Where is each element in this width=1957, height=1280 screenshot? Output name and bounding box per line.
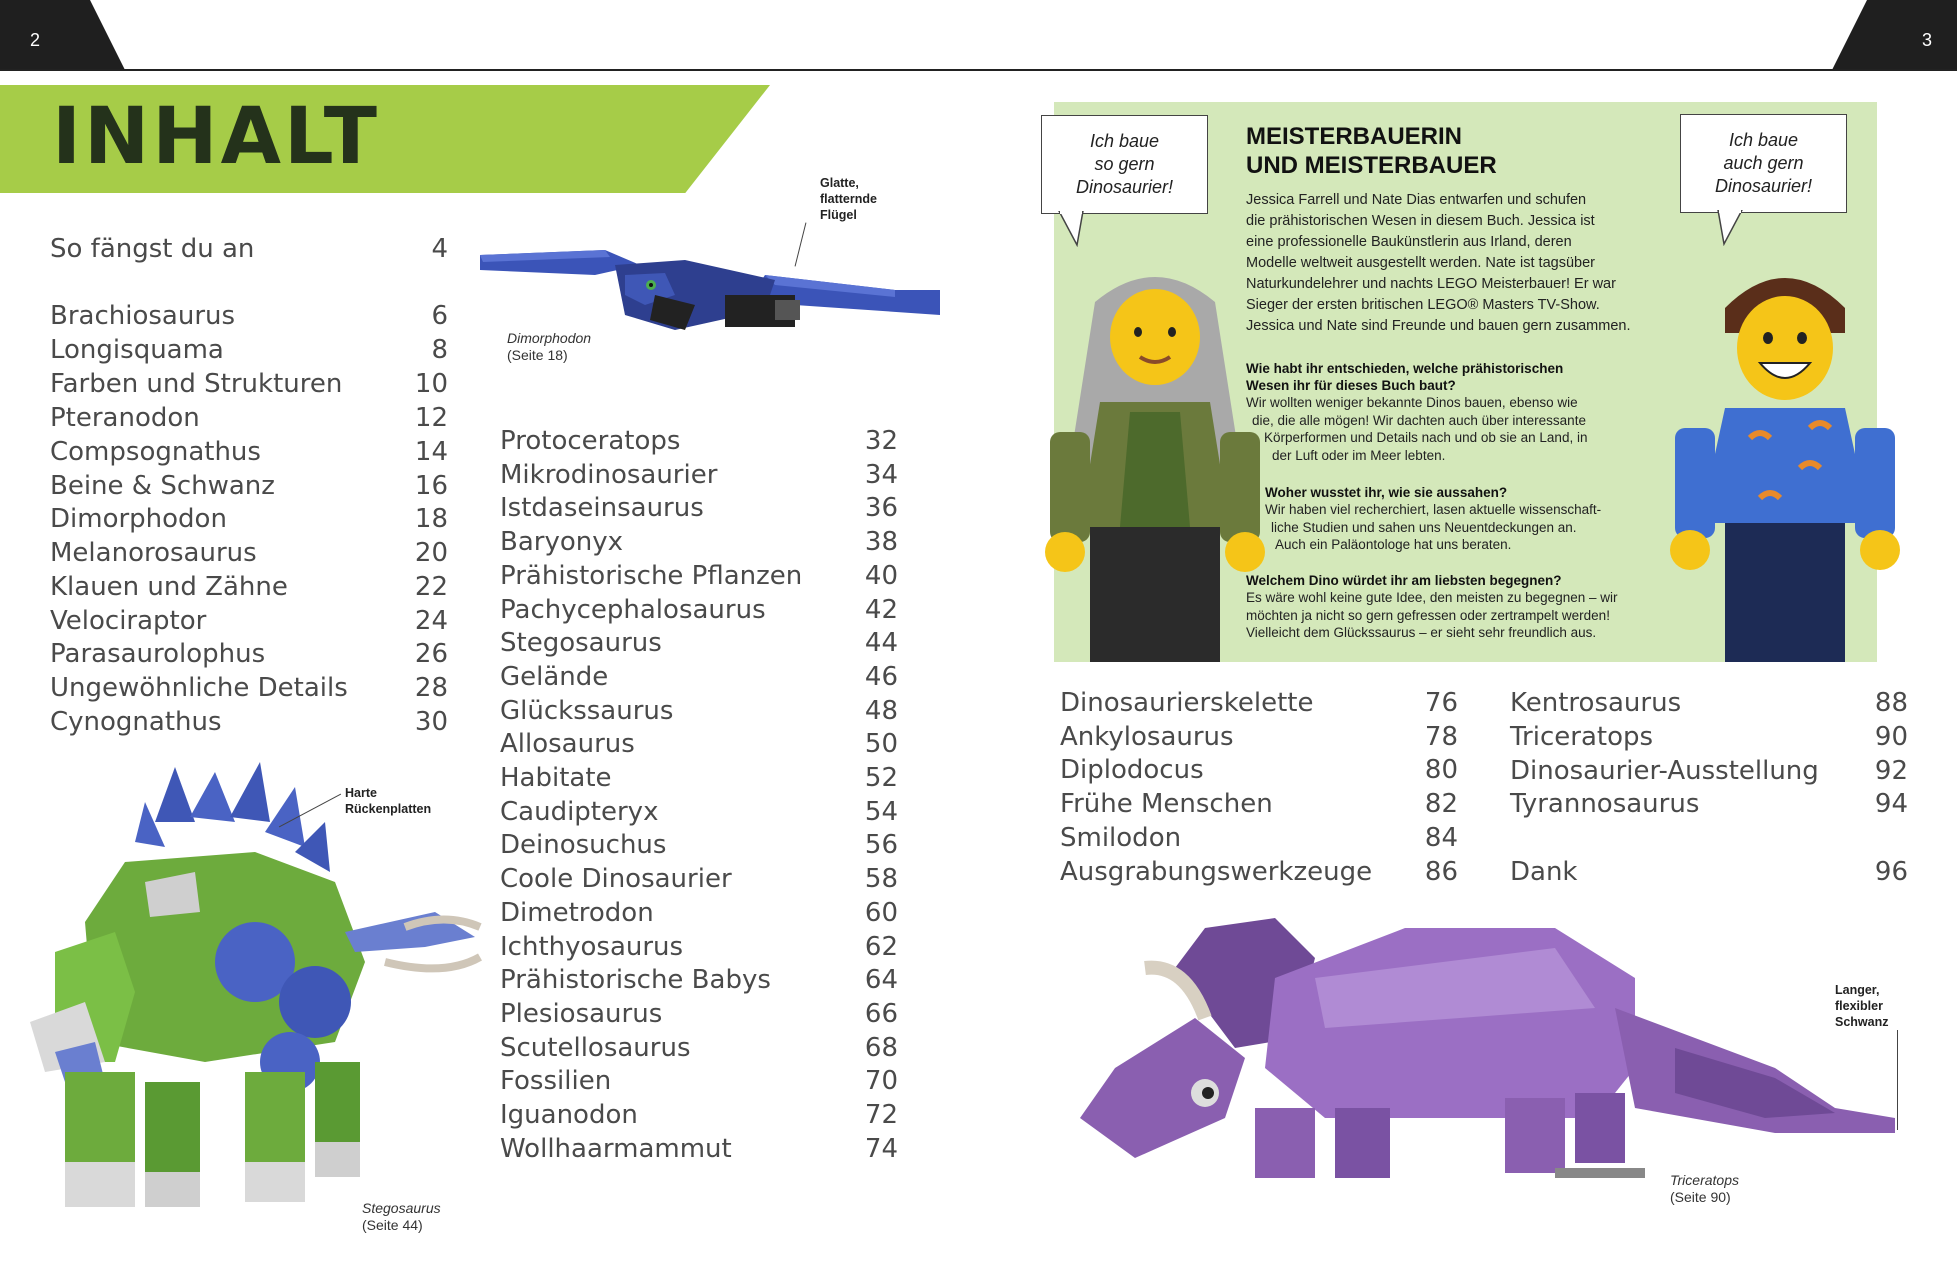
toc-entry-title: Ungewöhnliche Details (50, 673, 348, 703)
interview-question-line: Wesen ihr für dieses Buch baut? (1246, 378, 1456, 393)
toc-entry-page: 6 (431, 301, 448, 331)
toc-entry-page: 40 (864, 560, 898, 591)
toc-entry (50, 707, 448, 741)
toc-entry (1060, 789, 1458, 823)
toc-entry (500, 864, 898, 898)
interview-answer-line: Es wäre wohl keine gute Idee, den meisten zu begegnen – wir (1246, 590, 1618, 605)
toc-entry (1060, 823, 1458, 857)
interview-answer-line: Wir wollten weniger bekannte Dinos bauen, ebenso wie (1246, 395, 1578, 410)
callout-line: flexibler (1835, 999, 1883, 1013)
toc-entry-title: Baryonyx (500, 527, 624, 558)
nate-minifigure-image (1660, 258, 1910, 662)
toc-column-4 (1510, 688, 1908, 908)
interview-answer-line: möchten ja nicht so gern gefressen oder zertrampelt werden! (1246, 607, 1610, 623)
toc-entry-page: 86 (1424, 856, 1458, 887)
intro-line: Sieger der ersten britischen LEGO® Masters TV-Show. (1246, 297, 1600, 313)
triceratops-caption-page: (Seite 90) (1670, 1189, 1731, 1205)
toc-entry (500, 527, 898, 561)
toc-entry-page: 84 (1424, 822, 1458, 853)
stegosaurus-callout (345, 785, 431, 817)
intro-line: Modelle weltweit ausgestellt werden. Nate ist tagsüber (1246, 255, 1595, 271)
toc-entry-page: 8 (431, 335, 448, 365)
toc-entry-page: 20 (414, 538, 448, 568)
toc-entry-page: 38 (864, 527, 898, 558)
speech-bubble-right (1680, 114, 1847, 213)
toc-entry (50, 335, 448, 369)
interview-intro (1246, 190, 1630, 337)
toc-entry-title: Istdaseinsaurus (500, 493, 704, 524)
toc-entry-page: 76 (1424, 688, 1458, 718)
interview-question-line: Woher wusstet ihr, wie sie aussahen? (1265, 485, 1508, 500)
toc-entry-title: Melanorosaurus (50, 538, 257, 568)
triceratops-caption (1670, 1172, 1739, 1206)
toc-entry (500, 729, 898, 763)
toc-entry-page: 18 (414, 504, 448, 534)
interview-qa-3 (1246, 572, 1617, 642)
toc-entry (50, 369, 448, 403)
toc-entry-page: 58 (864, 864, 898, 895)
toc-entry-page: 52 (864, 763, 898, 793)
toc-entry-title: Beine & Schwanz (50, 471, 275, 501)
toc-entry-page: 94 (1874, 789, 1908, 819)
toc-entry (50, 301, 448, 335)
interview-title-line1: MEISTERBAUERIN (1246, 123, 1463, 150)
toc-entry-page: 46 (864, 661, 898, 692)
toc-entry-page: 74 (864, 1133, 898, 1164)
toc-entry-title: Parasaurolophus (50, 639, 266, 669)
toc-entry (500, 797, 898, 831)
callout-line: Harte (345, 786, 377, 800)
toc-entry-page: 42 (864, 594, 898, 625)
toc-entry (500, 1066, 898, 1100)
toc-entry-title: Wollhaarmammut (500, 1133, 732, 1164)
interview-answer-line: der Luft oder im Meer lebten. (1272, 447, 1446, 463)
toc-entry-title: Coole Dinosaurier (500, 864, 732, 895)
toc-entry-title: Plesiosaurus (500, 998, 663, 1029)
toc-entry-page: 4 (431, 234, 448, 264)
toc-entry (1060, 688, 1458, 722)
toc-entry (500, 426, 898, 460)
toc-entry (50, 504, 448, 538)
dimorphodon-callout (820, 175, 877, 223)
toc-entry-title: Velociraptor (50, 606, 207, 636)
toc-entry-page: 92 (1874, 756, 1908, 786)
toc-entry (500, 830, 898, 864)
toc-entry-page: 60 (864, 897, 898, 928)
interview-title (1246, 122, 1497, 180)
toc-entry-title: Cynognathus (50, 707, 222, 737)
toc-entry-page: 12 (414, 403, 448, 433)
toc-entry (500, 628, 898, 662)
page-tab-left (0, 0, 125, 70)
toc-entry-title: Klauen und Zähne (50, 572, 288, 602)
intro-line: die prähistorischen Wesen in diesem Buch. Jessica ist (1246, 213, 1595, 229)
toc-entry-title: Dinosaurier-Ausstellung (1510, 756, 1819, 786)
stegosaurus-caption-page: (Seite 44) (362, 1217, 423, 1233)
toc-entry-title: Diplodocus (1060, 755, 1204, 786)
toc-entry (500, 932, 898, 966)
toc-entry-title: Fossilien (500, 1066, 612, 1097)
toc-column-3 (1060, 688, 1458, 908)
interview-title-line2: UND MEISTERBAUER (1246, 152, 1497, 179)
dimorphodon-caption (507, 330, 591, 364)
toc-entry-page: 72 (864, 1100, 898, 1130)
toc-entry-title: Compsognathus (50, 437, 261, 467)
speech-bubble-right-tail (1712, 210, 1752, 246)
toc-entry (500, 460, 898, 494)
toc-entry-page: 36 (864, 493, 898, 524)
toc-entry-title: Brachiosaurus (50, 301, 236, 331)
dimorphodon-caption-page: (Seite 18) (507, 347, 568, 363)
page-number-right: 3 (1921, 30, 1932, 50)
toc-entry (500, 999, 898, 1033)
interview-question-line: Wie habt ihr entschieden, welche prähistorischen (1246, 361, 1564, 376)
stegosaurus-caption-name: Stegosaurus (362, 1200, 441, 1216)
interview-qa-2 (1265, 484, 1601, 554)
triceratops-model-image (1075, 918, 1905, 1178)
toc-entry-title: Pachycephalosaurus (500, 594, 766, 625)
interview-answer-line: Auch ein Paläontologe hat uns beraten. (1275, 537, 1512, 552)
toc-entry (50, 403, 448, 437)
toc-entry-page: 96 (1874, 857, 1908, 887)
toc-entry (1060, 755, 1458, 789)
toc-entry-page: 78 (1424, 721, 1458, 752)
interview-answer-line: liche Studien und sahen uns Neuentdeckungen an. (1271, 519, 1577, 535)
intro-line: Jessica Farrell und Nate Dias entwarfen und schufen (1246, 192, 1587, 208)
toc-entry-page: 64 (864, 965, 898, 996)
jessica-minifigure-image (1030, 262, 1280, 662)
toc-entry (500, 1033, 898, 1067)
bubble-line: Dinosaurier! (1075, 177, 1174, 197)
toc-entry (500, 898, 898, 932)
intro-line: Naturkundelehrer und nachts LEGO Meisterbauer! Er war (1246, 276, 1616, 292)
toc-entry-page: 22 (414, 572, 448, 602)
toc-entry-page: 14 (414, 437, 448, 467)
speech-bubble-left-tail (1055, 211, 1095, 247)
toc-entry-title: So fängst du an (50, 234, 255, 264)
toc-entry-page: 28 (414, 673, 448, 703)
toc-entry-page: 30 (414, 707, 448, 737)
toc-entry-title: Pteranodon (50, 403, 200, 433)
toc-entry-title: Iguanodon (500, 1100, 638, 1130)
toc-entry-title: Ichthyosaurus (500, 931, 684, 962)
toc-entry-page: 62 (864, 931, 898, 962)
toc-entry-page: 50 (864, 729, 898, 760)
toc-column-1 (50, 234, 448, 754)
toc-entry-title: Prähistorische Pflanzen (500, 560, 803, 591)
toc-entry-title: Protoceratops (500, 426, 681, 456)
toc-entry-title: Deinosuchus (500, 830, 667, 861)
callout-line: Flügel (820, 208, 857, 222)
toc-entry-title: Smilodon (1060, 822, 1182, 853)
toc-entry-title: Dimorphodon (50, 504, 227, 534)
callout-line: Glatte, (820, 176, 859, 190)
toc-entry (500, 763, 898, 797)
toc-entry (50, 673, 448, 707)
toc-entry-title: Mikrodinosaurier (500, 459, 718, 490)
interview-answer-line: Wir haben viel recherchiert, lasen aktuelle wissenschaft- (1265, 502, 1602, 517)
toc-entry-title: Allosaurus (500, 729, 635, 760)
bubble-line: auch gern (1723, 153, 1804, 173)
interview-answer-line: Körperformen und Details nach und ob sie an Land, in (1264, 430, 1588, 445)
toc-entry-title: Scutellosaurus (500, 1032, 691, 1063)
toc-entry (500, 493, 898, 527)
page-title: INHALT (52, 92, 380, 182)
stegosaurus-caption (362, 1200, 441, 1234)
bubble-line: so gern (1094, 154, 1155, 174)
interview-qa-1 (1246, 360, 1587, 464)
toc-entry-title: Stegosaurus (500, 628, 662, 659)
page-number-left: 2 (30, 30, 41, 50)
speech-bubble-left (1041, 115, 1208, 214)
callout-line: Schwanz (1835, 1015, 1889, 1029)
stegosaurus-model-image (25, 762, 485, 1242)
toc-entry-title: Ankylosaurus (1060, 721, 1234, 752)
toc-entry-title: Prähistorische Babys (500, 965, 771, 996)
toc-entry-page: 68 (864, 1032, 898, 1063)
toc-entry (1510, 688, 1908, 722)
toc-entry (500, 561, 898, 595)
toc-entry-title: Glückssaurus (500, 695, 674, 726)
toc-entry (50, 606, 448, 640)
toc-entry (500, 965, 898, 999)
toc-entry-page: 26 (414, 639, 448, 669)
toc-entry-page: 34 (864, 459, 898, 490)
toc-entry-page: 44 (864, 628, 898, 659)
toc-entry-title: Dank (1510, 857, 1578, 887)
toc-entry (1510, 756, 1908, 790)
toc-entry-title: Kentrosaurus (1510, 688, 1682, 718)
toc-entry-page: 10 (414, 369, 448, 399)
toc-entry (500, 595, 898, 629)
callout-line: Rückenplatten (345, 802, 432, 816)
toc-entry (1510, 789, 1908, 823)
toc-entry-title: Caudipteryx (500, 796, 659, 827)
toc-entry (1060, 857, 1458, 891)
toc-entry-page: 48 (864, 695, 898, 726)
toc-entry (50, 471, 448, 505)
interview-question-line: Welchem Dino würdet ihr am liebsten begegnen? (1246, 573, 1562, 588)
header-rule (0, 69, 1957, 71)
toc-entry (50, 639, 448, 673)
toc-entry (500, 1100, 898, 1134)
toc-entry (500, 662, 898, 696)
triceratops-caption-name: Triceratops (1670, 1172, 1739, 1188)
toc-entry (50, 437, 448, 471)
toc-entry (50, 538, 448, 572)
toc-entry-page: 24 (414, 606, 448, 636)
toc-entry (1060, 722, 1458, 756)
page-tab-right (1832, 0, 1957, 70)
toc-entry-title: Habitate (500, 763, 612, 793)
bubble-line: Ich baue (1728, 130, 1799, 150)
dimorphodon-caption-name: Dimorphodon (507, 330, 592, 346)
toc-entry-page: 80 (1424, 755, 1458, 786)
toc-entry (1510, 722, 1908, 756)
callout-line: Langer, (1835, 983, 1880, 997)
toc-entry-title: Dinosaurierskelette (1060, 688, 1314, 718)
toc-entry (1510, 857, 1908, 891)
toc-entry-title: Dimetrodon (500, 897, 654, 928)
toc-entry-title: Frühe Menschen (1060, 789, 1273, 820)
toc-entry-title: Longisquama (50, 335, 224, 365)
callout-line: flatternde (820, 192, 877, 206)
toc-entry-page: 66 (864, 998, 898, 1029)
toc-entry-page: 32 (864, 426, 898, 456)
interview-answer-line: die, die alle mögen! Wir dachten auch über interessante (1252, 412, 1586, 428)
toc-entry (500, 696, 898, 730)
toc-entry-title: Triceratops (1510, 722, 1654, 752)
toc-entry-page: 16 (414, 471, 448, 501)
toc-entry-page: 90 (1874, 722, 1908, 752)
toc-entry-page: 54 (864, 796, 898, 827)
bubble-line: Ich baue (1089, 131, 1160, 151)
toc-entry (50, 572, 448, 606)
triceratops-callout (1835, 982, 1889, 1030)
intro-line: Jessica und Nate sind Freunde und bauen gern zusammen. (1246, 318, 1631, 334)
toc-entry-page: 56 (864, 830, 898, 861)
toc-entry-title: Gelände (500, 661, 609, 692)
triceratops-callout-line (1897, 1030, 1898, 1130)
bubble-line: Dinosaurier! (1714, 176, 1813, 196)
toc-column-2 (500, 426, 898, 1186)
toc-entry-page: 82 (1424, 789, 1458, 820)
toc-entry-title: Ausgrabungswerkzeuge (1060, 856, 1373, 887)
interview-answer-line: Vielleicht dem Glückssaurus – er sieht sehr freundlich aus. (1246, 625, 1597, 640)
toc-entry-page: 88 (1874, 688, 1908, 718)
toc-entry-title: Farben und Strukturen (50, 369, 343, 399)
intro-line: eine professionelle Baukünstlerin aus Irland, deren (1246, 234, 1572, 250)
toc-entry-title: Tyrannosaurus (1510, 789, 1700, 819)
toc-entry-page: 70 (864, 1066, 898, 1097)
toc-entry (50, 234, 448, 268)
toc-entry (500, 1134, 898, 1168)
